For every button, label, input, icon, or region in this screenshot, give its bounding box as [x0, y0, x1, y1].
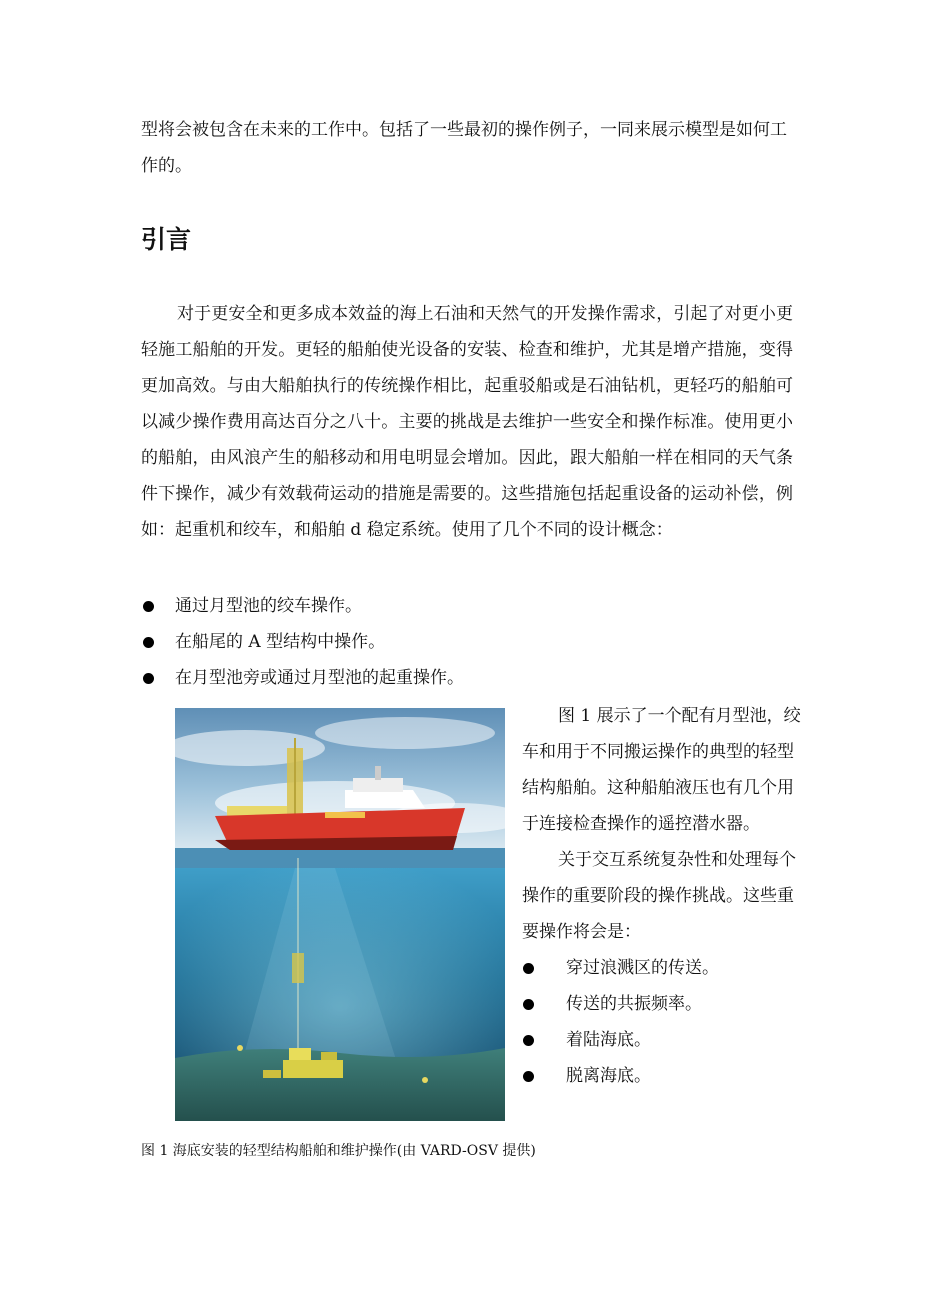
list-item-text: 穿过浪溅区的传送。	[566, 958, 719, 978]
operations-list	[522, 950, 802, 1094]
list-item	[141, 588, 464, 624]
bullet-icon	[523, 1035, 534, 1046]
vessel-figure-image	[175, 708, 505, 1121]
body-paragraph: 对于更安全和更多成本效益的海上石油和天然气的开发操作需求，引起了对更小更轻施工船舶的开发。更轻的船舶使光设备的安装、检查和维护，尤其是增产措施，变得更加高效。与由大船舶执行的传统操作相比，起重驳船或是石油钻机，更轻巧的船舶可以减少操作费用高达百分之八十。主要的挑战是去维护一些安全和操作标准。使用更小的船舶，由风浪产生的船移动和用电明显会增加。因此，跟大船舶一样在相同的天气条件下操作，减少有效载荷运动的措施是需要的。这些措施包括起重设备的运动补偿，例如：起重机和绞车，和船舶 d 稳定系统。使用了几个不同的设计概念：	[141, 304, 793, 540]
list-item	[522, 986, 802, 1022]
side-text-block	[522, 698, 802, 1094]
list-item	[522, 1058, 802, 1094]
list-item	[522, 1022, 802, 1058]
bullet-icon	[523, 963, 534, 974]
list-item	[522, 950, 802, 986]
list-item-text: 传送的共振频率。	[566, 994, 702, 1014]
bullet-icon	[143, 673, 154, 684]
list-item	[141, 624, 464, 660]
figure-caption: 图 1 海底安装的轻型结构船舶和维护操作(由 VARD-OSV 提供)	[141, 1143, 536, 1159]
side-paragraph: 图 1 展示了一个配有月型池，绞车和用于不同搬运操作的典型的轻型结构船舶。这种船舶液压也有几个用于连接检查操作的遥控潜水器。	[522, 706, 801, 834]
bullet-icon	[523, 1071, 534, 1082]
list-item-text: 在月型池旁或通过月型池的起重操作。	[175, 668, 464, 688]
list-item-text: 脱离海底。	[566, 1066, 651, 1086]
list-item	[141, 660, 464, 696]
bullet-icon	[143, 601, 154, 612]
design-concepts-list	[141, 588, 464, 696]
list-item-text: 着陆海底。	[566, 1030, 651, 1050]
side-paragraph: 关于交互系统复杂性和处理每个操作的重要阶段的操作挑战。这些重要操作将会是：	[522, 850, 796, 942]
list-item-text: 在船尾的 A 型结构中操作。	[175, 632, 386, 652]
intro-paragraph: 型将会被包含在未来的工作中。包括了一些最初的操作例子，一同来展示模型是如何工作的。	[141, 120, 787, 176]
list-item-text: 通过月型池的绞车操作。	[175, 596, 362, 616]
bullet-icon	[143, 637, 154, 648]
section-heading: 引言	[141, 225, 192, 254]
bullet-icon	[523, 999, 534, 1010]
